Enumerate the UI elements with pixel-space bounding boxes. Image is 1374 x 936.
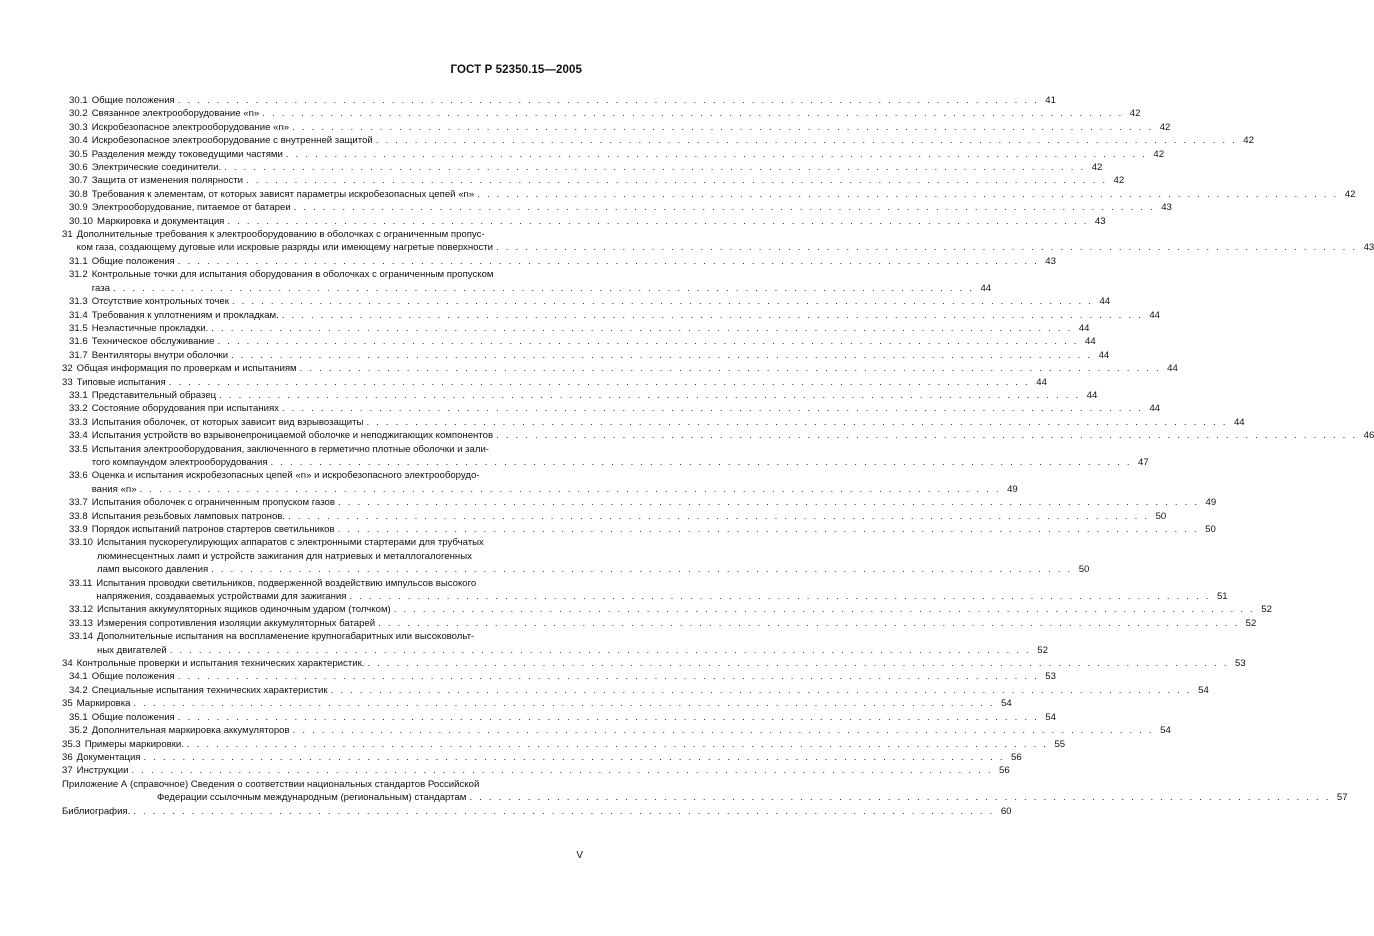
toc-entry-number: 33.1 (69, 389, 88, 401)
toc-entry-title: Испытания оболочек с ограниченным пропуском газов (91, 497, 335, 509)
toc-entry-page: 46 (1363, 430, 1374, 442)
toc-entry-number: 37 (62, 765, 73, 777)
toc-entry-page: 52 (1245, 617, 1257, 629)
toc-leader-dots: . . . . . . . . . . . . . . . . . . . . . . . . . . . . . . . . . . . . . . . . . . . . . . . . . . . . . . . . . . . . . . . . . . . . . . . . . . . . . . . . . . . . . . . . . (496, 430, 1358, 442)
toc-entry[interactable] (62, 335, 1096, 348)
toc-entry-title: Связанное электрооборудование «n» (91, 108, 260, 120)
toc-entry[interactable] (62, 416, 1245, 429)
toc-entry[interactable] (62, 148, 1165, 161)
toc-leader-dots: . . . . . . . . . . . . . . . . . . . . . . . . . . . . . . . . . . . . . . . . . . . . . . . . . . . . . . . . . . . . . . . . . . . . . . . . . . . . . . . . . . . . . . . . . (292, 121, 1154, 133)
toc-entry-page: 54 (1045, 711, 1056, 723)
toc-entry[interactable] (62, 764, 1010, 777)
toc-entry-title: Вентиляторы внутри оболочки (91, 349, 229, 361)
toc-leader-dots: . . . . . . . . . . . . . . . . . . . . . . . . . . . . . . . . . . . . . . . . . . . . . . . . . . . . . . . . . . . . . . . . . . . . . . . . . . . . . . . . . . . . . . . . . (177, 711, 1039, 723)
toc-entry-number: 33.14 (69, 631, 94, 643)
toc-entry-title: Требования к элементам, от которых зависят параметры искробезопасных цепей «n» (91, 188, 475, 200)
toc-entry-title: Испытания резьбовых ламповых патронов. (91, 510, 286, 522)
toc-entry[interactable] (62, 255, 1056, 268)
toc-entry-page: 50 (1205, 524, 1216, 535)
toc-entry[interactable] (62, 536, 1090, 576)
toc-entry-title: Защита от изменения полярности (91, 175, 244, 187)
toc-entry-title: Представительный образец (91, 389, 217, 401)
toc-entry-page: 56 (999, 765, 1010, 777)
toc-entry[interactable] (62, 630, 1048, 657)
toc-leader-dots: . . . . . . . . . . . . . . . . . . . . . . . . . . . . . . . . . . . . . . . . . . . . . . . . . . . . . . . . . . . . . . . . . . . . . . . . . . . . . . . . . . . . . . . . . (367, 658, 1229, 670)
toc-entry-number: 33.7 (69, 497, 88, 509)
toc-entry[interactable] (62, 523, 1216, 536)
toc-entry-number: 31.1 (69, 255, 88, 267)
toc-entry-page: 44 (1078, 322, 1090, 334)
toc-entry[interactable] (62, 268, 992, 295)
toc-leader-dots: . . . . . . . . . . . . . . . . . . . . . . . . . . . . . . . . . . . . . . . . . . . . . . . . . . . . . . . . . . . . . . . . . . . . . . . . . . . . . . . . . . . . . . . . . (393, 604, 1255, 616)
toc-entry[interactable] (62, 657, 1246, 670)
toc-entry-title: ком газа, создающему дуговые или искровые разряды или имеющему нагретые поверхности (76, 242, 494, 254)
toc-entry-page: 43 (1094, 215, 1106, 227)
toc-entry[interactable] (62, 724, 1171, 737)
toc-leader-dots: . . . . . . . . . . . . . . . . . . . . . . . . . . . . . . . . . . . . . . . . . . . . . . . . . . . . . . . . . . . . . . . . . . . . . . . . . . . . . . . . . . . . . . . . . (285, 148, 1148, 160)
toc-entry[interactable] (62, 188, 1356, 201)
toc-entry-page: 50 (1155, 510, 1167, 522)
toc-entry-title: Дополнительная маркировка аккумуляторов (91, 725, 290, 737)
toc-entry-title: Разделения между токоведущими частями (91, 148, 283, 160)
toc-entry[interactable] (62, 215, 1106, 228)
toc-entry-number: 33.2 (69, 403, 88, 415)
toc-entry[interactable] (62, 376, 1047, 389)
toc-entry-title: ных двигателей (97, 644, 167, 656)
toc-entry-title: Общие положения (91, 95, 175, 106)
toc-leader-dots: . . . . . . . . . . . . . . . . . . . . . . . . . . . . . . . . . . . . . . . . . . . . . . . . . . . . . . . . . . . . . . . . . . . . . . . . . . . . . . . . . . . . . . . . . (217, 336, 1079, 348)
toc-leader-dots: . . . . . . . . . . . . . . . . . . . . . . . . . . . . . . . . . . . . . . . . . . . . . . . . . . . . . . . . . . . . . . . . . . . . . . . . . . . . . . . . . . . . . . . . . (219, 389, 1081, 401)
toc-leader-dots: . . . . . . . . . . . . . . . . . . . . . . . . . . . . . . . . . . . . . . . . . . . . . . . . . . . . . . . . . . . . . . . . . . . . . . . . . . . . . . . . . . . . . . . . . (366, 416, 1228, 428)
toc-entry-number: 35 (62, 698, 73, 710)
toc-entry[interactable] (62, 201, 1172, 214)
toc-entry[interactable] (62, 429, 1374, 442)
toc-leader-dots: . . . . . . . . . . . . . . . . . . . . . . . . . . . . . . . . . . . . . . . . . . . . . . . . . . . . . . . . . . . . . . . . . . . . . . . . . . . . . . . . . . . . . . . . . (177, 255, 1039, 267)
toc-entry-title: Общие положения (91, 711, 175, 723)
toc-leader-dots: . . . . . . . . . . . . . . . . . . . . . . . . . . . . . . . . . . . . . . . . . . . . . . . . . . . . . . . . . . . . . . . . . . . . . . . . . . . . . . . . . . . . . . . . . (112, 282, 975, 294)
document-code-header: ГОСТ Р 52350.15—2005 (450, 64, 582, 76)
toc-entry-page: 44 (1149, 403, 1161, 415)
toc-entry-page: 44 (980, 282, 992, 294)
toc-leader-dots: . . . . . . . . . . . . . . . . . . . . . . . . . . . . . . . . . . . . . . . . . . . . . . . . . . . . . . . . . . . . . . . . . . . . . . . . . . . . . . . . . . . . . . . . . (496, 242, 1358, 254)
toc-leader-dots: . . . . . . . . . . . . . . . . . . . . . . . . . . . . . . . . . . . . . . . . . . . . . . . . . . . . . . . . . . . . . . . . . . . . . . . . . . . . . . . . . . . . . . . . . (349, 591, 1211, 603)
toc-leader-dots: . . . . . . . . . . . . . . . . . . . . . . . . . . . . . . . . . . . . . . . . . . . . . . . . . . . . . . . . . . . . . . . . . . . . . . . . . . . . . . . . . . . . . . . . . (139, 483, 1001, 495)
toc-entry-title: Испытания электрооборудования, заключенного в герметично плотные оболочки и зали- (91, 443, 490, 455)
toc-entry-title: Испытания устройств во взрывонепроницаемой оболочке и неподжигающих компонентов (91, 430, 494, 442)
toc-entry-title: Состояние оборудования при испытаниях (91, 403, 279, 415)
toc-entry-title: газа (91, 282, 110, 294)
toc-entry-number: 33.10 (69, 537, 94, 549)
toc-entry-page: 47 (1138, 456, 1149, 468)
toc-entry-title: Неэластичные прокладки. (91, 322, 209, 334)
toc-entry-page: 56 (1011, 751, 1022, 763)
toc-entry-title: люминесцентных ламп и устройств зажигания для натриевых и металлогалогенных (97, 550, 472, 562)
toc-entry-number: 30.4 (69, 135, 88, 147)
toc-entry[interactable] (62, 711, 1056, 724)
toc-entry[interactable] (62, 174, 1125, 187)
toc-entry[interactable] (62, 389, 1098, 402)
toc-entry-number: 30.3 (69, 121, 88, 133)
toc-entry-title: Оценка и испытания искробезопасных цепей «n» и искробезопасного электрооборудо- (91, 470, 480, 482)
toc-entry-number: 31.7 (69, 349, 88, 361)
toc-entry-number: 34.1 (69, 671, 88, 683)
toc-entry-number: 33.3 (69, 416, 88, 428)
toc-entry-number: 31 (62, 229, 73, 241)
toc-entry-title: Дополнительные испытания на воспламенение крупногабаритных или высоковольт- (97, 631, 475, 643)
toc-entry-title: Федерации ссылочным международным (региональным) стандартам (157, 792, 467, 804)
toc-entry[interactable] (62, 778, 1348, 805)
table-of-contents (62, 94, 1374, 818)
toc-entry-title: Дополнительные требования к электрооборудованию в оболочках с ограниченным пропус- (76, 229, 485, 241)
toc-entry-title: Инструкции (76, 765, 129, 777)
toc-entry-number: 33.9 (69, 524, 88, 535)
toc-entry-number: 32 (62, 363, 73, 375)
toc-entry[interactable] (62, 322, 1090, 335)
toc-entry-number: 30.2 (69, 108, 88, 120)
toc-leader-dots: . . . . . . . . . . . . . . . . . . . . . . . . . . . . . . . . . . . . . . . . . . . . . . . . . . . . . . . . . . . . . . . . . . . . . . . . . . . . . . . . . . . . . . . . . (338, 497, 1200, 509)
toc-entry-number: 35.2 (69, 725, 88, 737)
toc-leader-dots: . . . . . . . . . . . . . . . . . . . . . . . . . . . . . . . . . . . . . . . . . . . . . . . . . . . . . . . . . . . . . . . . . . . . . . . . . . . . . . . . . . . . . . . . . (227, 215, 1089, 227)
toc-leader-dots: . . . . . . . . . . . . . . . . . . . . . . . . . . . . . . . . . . . . . . . . . . . . . . . . . . . . . . . . . . . . . . . . . . . . . . . . . . . . . . . . . . . . . . . . . (131, 765, 993, 777)
toc-entry-page: 60 (1000, 805, 1012, 817)
toc-entry-page: 42 (1113, 175, 1125, 187)
toc-entry-number: 35.1 (69, 711, 88, 723)
toc-entry-page: 49 (1205, 497, 1217, 509)
toc-entry-number: 31.6 (69, 336, 88, 348)
toc-entry-title: Общие положения (91, 671, 175, 683)
toc-entry-title: Испытания проводки светильников, подверженной воздействию импульсов высокого (96, 577, 477, 589)
toc-entry[interactable] (62, 161, 1103, 174)
toc-entry-number: 33 (62, 376, 73, 388)
toc-entry-title: того компаундом электрооборудования (91, 456, 268, 468)
toc-entry-title: Техническое обслуживание (91, 336, 215, 348)
toc-entry-page: 52 (1037, 644, 1048, 656)
toc-entry-number: 30.7 (69, 175, 88, 187)
toc-entry[interactable] (62, 510, 1167, 523)
toc-entry[interactable] (62, 617, 1257, 630)
toc-entry-number: 33.6 (69, 470, 88, 482)
toc-entry-title: Искробезопасное электрооборудование с внутренней защитой (91, 135, 373, 147)
toc-leader-dots: . . . . . . . . . . . . . . . . . . . . . . . . . . . . . . . . . . . . . . . . . . . . . . . . . . . . . . . . . . . . . . . . . . . . . . . . . . . . . . . . . . . . . . . . . (299, 363, 1161, 375)
toc-entry-title: Примеры маркировки. (84, 738, 184, 750)
toc-leader-dots: . . . . . . . . . . . . . . . . . . . . . . . . . . . . . . . . . . . . . . . . . . . . . . . . . . . . . . . . . . . . . . . . . . . . . . . . . . . . . . . . . . . . . . . . . (270, 456, 1132, 468)
toc-entry-title: Электрические соединители. (91, 162, 222, 174)
toc-entry-page: 41 (1045, 95, 1056, 106)
page-number-footer: V (576, 850, 583, 861)
toc-entry-page: 42 (1091, 162, 1103, 174)
toc-entry[interactable] (62, 134, 1254, 147)
toc-entry-page: 57 (1336, 792, 1348, 804)
toc-entry-page: 54 (1001, 698, 1012, 710)
toc-entry[interactable] (62, 496, 1217, 509)
toc-leader-dots: . . . . . . . . . . . . . . . . . . . . . . . . . . . . . . . . . . . . . . . . . . . . . . . . . . . . . . . . . . . . . . . . . . . . . . . . . . . . . . . . . . . . . . . . . (288, 510, 1150, 522)
toc-entry-page: 51 (1216, 591, 1228, 603)
toc-entry-title: Испытания пускорегулирующих аппаратов с электронными стартерами для трубчатых (97, 537, 484, 549)
toc-entry-number: 33.4 (69, 430, 88, 442)
toc-entry[interactable] (62, 121, 1171, 134)
toc-entry[interactable] (62, 228, 1374, 255)
toc-entry-page: 44 (1036, 376, 1047, 388)
toc-entry-title: Испытания оболочек, от которых зависит вид взрывозащиты (91, 416, 364, 428)
toc-entry-number: 31.2 (69, 269, 88, 281)
toc-leader-dots: . . . . . . . . . . . . . . . . . . . . . . . . . . . . . . . . . . . . . . . . . . . . . . . . . . . . . . . . . . . . . . . . . . . . . . . . . . . . . . . . . . . . . . . . . (168, 376, 1030, 388)
toc-entry-number: 33.8 (69, 510, 88, 522)
toc-entry[interactable] (62, 94, 1056, 107)
toc-entry[interactable] (62, 603, 1272, 616)
toc-leader-dots: . . . . . . . . . . . . . . . . . . . . . . . . . . . . . . . . . . . . . . . . . . . . . . . . . . . . . . . . . . . . . . . . . . . . . . . . . . . . . . . . . . . . . . . . . (224, 162, 1086, 174)
toc-entry-page: 44 (1086, 389, 1098, 401)
toc-leader-dots: . . . . . . . . . . . . . . . . . . . . . . . . . . . . . . . . . . . . . . . . . . . . . . . . . . . . . . . . . . . . . . . . . . . . . . . . . . . . . . . . . . . . . . . . . (292, 725, 1154, 737)
toc-leader-dots: . . . . . . . . . . . . . . . . . . . . . . . . . . . . . . . . . . . . . . . . . . . . . . . . . . . . . . . . . . . . . . . . . . . . . . . . . . . . . . . . . . . . . . . . . (469, 792, 1331, 804)
toc-entry-page: 54 (1198, 684, 1209, 696)
toc-leader-dots: . . . . . . . . . . . . . . . . . . . . . . . . . . . . . . . . . . . . . . . . . . . . . . . . . . . . . . . . . . . . . . . . . . . . . . . . . . . . . . . . . . . . . . . . . (293, 202, 1155, 214)
toc-entry-page: 42 (1243, 135, 1254, 147)
toc-entry[interactable] (62, 309, 1160, 322)
toc-entry-number: 36 (62, 751, 73, 763)
toc-entry-page: 42 (1344, 188, 1356, 200)
toc-leader-dots: . . . . . . . . . . . . . . . . . . . . . . . . . . . . . . . . . . . . . . . . . . . . . . . . . . . . . . . . . . . . . . . . . . . . . . . . . . . . . . . . . . . . . . . . . (378, 617, 1240, 629)
toc-entry-number: 31.3 (69, 296, 88, 308)
toc-entry[interactable] (62, 443, 1149, 470)
toc-leader-dots: . . . . . . . . . . . . . . . . . . . . . . . . . . . . . . . . . . . . . . . . . . . . . . . . . . . . . . . . . . . . . . . . . . . . . . . . . . . . . . . . . . . . . . . . . (211, 564, 1073, 576)
toc-entry-page: 50 (1078, 564, 1090, 576)
toc-entry-number: 30.1 (69, 95, 88, 106)
toc-entry-title: Приложение А (справочное) Сведения о соответствии национальных стандартов Российской (62, 778, 480, 790)
toc-leader-dots: . . . . . . . . . . . . . . . . . . . . . . . . . . . . . . . . . . . . . . . . . . . . . . . . . . . . . . . . . . . . . . . . . . . . . . . . . . . . . . . . . . . . . . . . . (177, 95, 1039, 106)
toc-entry-page: 42 (1153, 148, 1165, 160)
toc-entry-page: 52 (1261, 604, 1272, 616)
toc-leader-dots: . . . . . . . . . . . . . . . . . . . . . . . . . . . . . . . . . . . . . . . . . . . . . . . . . . . . . . . . . . . . . . . . . . . . . . . . . . . . . . . . . . . . . . . . . (262, 108, 1124, 120)
toc-entry-title: Документация (76, 751, 141, 763)
toc-entry-title: вания «n» (91, 483, 137, 495)
toc-leader-dots: . . . . . . . . . . . . . . . . . . . . . . . . . . . . . . . . . . . . . . . . . . . . . . . . . . . . . . . . . . . . . . . . . . . . . . . . . . . . . . . . . . . . . . . . . (246, 175, 1108, 187)
toc-entry-title: Маркировка и документация (97, 215, 225, 227)
toc-entry-title: Специальные испытания технических характеристик (91, 684, 328, 696)
toc-entry-number: 30.9 (69, 202, 88, 214)
toc-entry[interactable] (62, 577, 1228, 604)
toc-entry-number: 30.8 (69, 188, 88, 200)
toc-entry-title: Общая информация по проверкам и испытаниям (76, 363, 297, 375)
toc-entry-page: 43 (1363, 242, 1374, 254)
toc-entry-title: Библиография. (62, 805, 131, 817)
toc-entry-page: 44 (1098, 349, 1110, 361)
toc-leader-dots: . . . . . . . . . . . . . . . . . . . . . . . . . . . . . . . . . . . . . . . . . . . . . . . . . . . . . . . . . . . . . . . . . . . . . . . . . . . . . . . . . . . . . . . . . (143, 751, 1005, 763)
toc-entry-page: 44 (1099, 296, 1111, 308)
toc-entry-title: Искробезопасное электрооборудование «n» (91, 121, 290, 133)
toc-entry-page: 44 (1233, 416, 1245, 428)
toc-entry-number: 34.2 (69, 684, 88, 696)
toc-entry-title: Испытания аккумуляторных ящиков одиночным ударом (толчком) (97, 604, 391, 616)
toc-entry-page: 49 (1007, 483, 1018, 495)
toc-leader-dots: . . . . . . . . . . . . . . . . . . . . . . . . . . . . . . . . . . . . . . . . . . . . . . . . . . . . . . . . . . . . . . . . . . . . . . . . . . . . . . . . . . . . . . . . . (133, 698, 995, 710)
toc-entry-page: 53 (1045, 671, 1056, 683)
toc-leader-dots: . . . . . . . . . . . . . . . . . . . . . . . . . . . . . . . . . . . . . . . . . . . . . . . . . . . . . . . . . . . . . . . . . . . . . . . . . . . . . . . . . . . . . . . . . (177, 671, 1039, 683)
toc-entry-page: 44 (1167, 363, 1178, 375)
toc-entry-title: Контрольные проверки и испытания технических характеристик. (76, 658, 365, 670)
toc-entry-title: ламп высокого давления (97, 564, 209, 576)
toc-entry[interactable] (62, 697, 1012, 710)
toc-entry[interactable] (62, 362, 1178, 375)
toc-entry[interactable] (62, 738, 1066, 751)
toc-entry-number: 33.13 (69, 617, 94, 629)
toc-entry-number: 31.5 (69, 322, 88, 334)
toc-entry-page: 54 (1160, 725, 1171, 737)
toc-leader-dots: . . . . . . . . . . . . . . . . . . . . . . . . . . . . . . . . . . . . . . . . . . . . . . . . . . . . . . . . . . . . . . . . . . . . . . . . . . . . . . . . . . . . . . . . . (281, 403, 1144, 415)
toc-leader-dots: . . . . . . . . . . . . . . . . . . . . . . . . . . . . . . . . . . . . . . . . . . . . . . . . . . . . . . . . . . . . . . . . . . . . . . . . . . . . . . . . . . . . . . . . . (477, 188, 1339, 200)
toc-entry-number: 33.5 (69, 443, 88, 455)
toc-entry-title: Маркировка (76, 698, 131, 710)
toc-entry-title: Порядок испытаний патронов стартеров светильников (91, 524, 335, 535)
toc-entry-title: Отсутствие контрольных точек (91, 296, 229, 308)
toc-entry-number: 30.6 (69, 162, 88, 174)
toc-entry[interactable] (62, 295, 1111, 308)
toc-leader-dots: . . . . . . . . . . . . . . . . . . . . . . . . . . . . . . . . . . . . . . . . . . . . . . . . . . . . . . . . . . . . . . . . . . . . . . . . . . . . . . . . . . . . . . . . . (231, 349, 1093, 361)
toc-entry-page: 43 (1161, 202, 1172, 214)
toc-entry[interactable] (62, 805, 1012, 818)
toc-leader-dots: . . . . . . . . . . . . . . . . . . . . . . . . . . . . . . . . . . . . . . . . . . . . . . . . . . . . . . . . . . . . . . . . . . . . . . . . . . . . . . . . . . . . . . . . . (169, 644, 1031, 656)
toc-entry-page: 42 (1129, 108, 1141, 120)
toc-entry-number: 30.5 (69, 148, 88, 160)
toc-leader-dots: . . . . . . . . . . . . . . . . . . . . . . . . . . . . . . . . . . . . . . . . . . . . . . . . . . . . . . . . . . . . . . . . . . . . . . . . . . . . . . . . . . . . . . . . . (375, 135, 1237, 147)
toc-entry-page: 44 (1149, 309, 1160, 321)
toc-entry[interactable] (62, 469, 1018, 496)
toc-leader-dots: . . . . . . . . . . . . . . . . . . . . . . . . . . . . . . . . . . . . . . . . . . . . . . . . . . . . . . . . . . . . . . . . . . . . . . . . . . . . . . . . . . . . . . . . . (133, 805, 995, 817)
toc-entry-number: 31.4 (69, 309, 88, 321)
toc-entry[interactable] (62, 751, 1022, 764)
toc-entry-title: напряжения, создаваемых устройствами для зажигания (96, 591, 347, 603)
toc-entry-title: Требования к уплотнениям и прокладкам. (91, 309, 279, 321)
toc-leader-dots: . . . . . . . . . . . . . . . . . . . . . . . . . . . . . . . . . . . . . . . . . . . . . . . . . . . . . . . . . . . . . . . . . . . . . . . . . . . . . . . . . . . . . . . . . (231, 296, 1094, 308)
toc-leader-dots: . . . . . . . . . . . . . . . . . . . . . . . . . . . . . . . . . . . . . . . . . . . . . . . . . . . . . . . . . . . . . . . . . . . . . . . . . . . . . . . . . . . . . . . . . (281, 309, 1143, 321)
toc-entry-title: Электрооборудование, питаемое от батареи (91, 202, 291, 214)
toc-entry-page: 44 (1085, 336, 1096, 348)
toc-entry[interactable] (62, 402, 1161, 415)
toc-leader-dots: . . . . . . . . . . . . . . . . . . . . . . . . . . . . . . . . . . . . . . . . . . . . . . . . . . . . . . . . . . . . . . . . . . . . . . . . . . . . . . . . . . . . . . . . . (337, 524, 1199, 535)
toc-entry-number: 33.11 (69, 577, 93, 589)
toc-entry-page: 43 (1045, 255, 1056, 267)
toc-leader-dots: . . . . . . . . . . . . . . . . . . . . . . . . . . . . . . . . . . . . . . . . . . . . . . . . . . . . . . . . . . . . . . . . . . . . . . . . . . . . . . . . . . . . . . . . . (186, 738, 1049, 750)
toc-entry-page: 42 (1159, 121, 1171, 133)
toc-leader-dots: . . . . . . . . . . . . . . . . . . . . . . . . . . . . . . . . . . . . . . . . . . . . . . . . . . . . . . . . . . . . . . . . . . . . . . . . . . . . . . . . . . . . . . . . . (211, 322, 1073, 334)
toc-leader-dots: . . . . . . . . . . . . . . . . . . . . . . . . . . . . . . . . . . . . . . . . . . . . . . . . . . . . . . . . . . . . . . . . . . . . . . . . . . . . . . . . . . . . . . . . . (330, 684, 1192, 696)
toc-entry-number: 35.3 (62, 738, 81, 750)
toc-entry[interactable] (62, 107, 1141, 120)
toc-entry-number: 33.12 (69, 604, 94, 616)
toc-entry[interactable] (62, 670, 1056, 683)
toc-entry-title: Общие положения (91, 255, 175, 267)
toc-entry-title: Контрольные точки для испытания оборудования в оболочках с ограниченным пропуском (91, 269, 494, 281)
toc-entry[interactable] (62, 684, 1209, 697)
toc-entry-number: 30.10 (69, 215, 94, 227)
toc-entry-title: Измерения сопротивления изоляции аккумуляторных батарей (97, 617, 376, 629)
toc-entry-number: 34 (62, 658, 73, 670)
toc-entry[interactable] (62, 349, 1110, 362)
toc-entry-page: 55 (1054, 738, 1066, 750)
toc-entry-title: Типовые испытания (76, 376, 166, 388)
toc-entry-page: 53 (1234, 658, 1246, 670)
